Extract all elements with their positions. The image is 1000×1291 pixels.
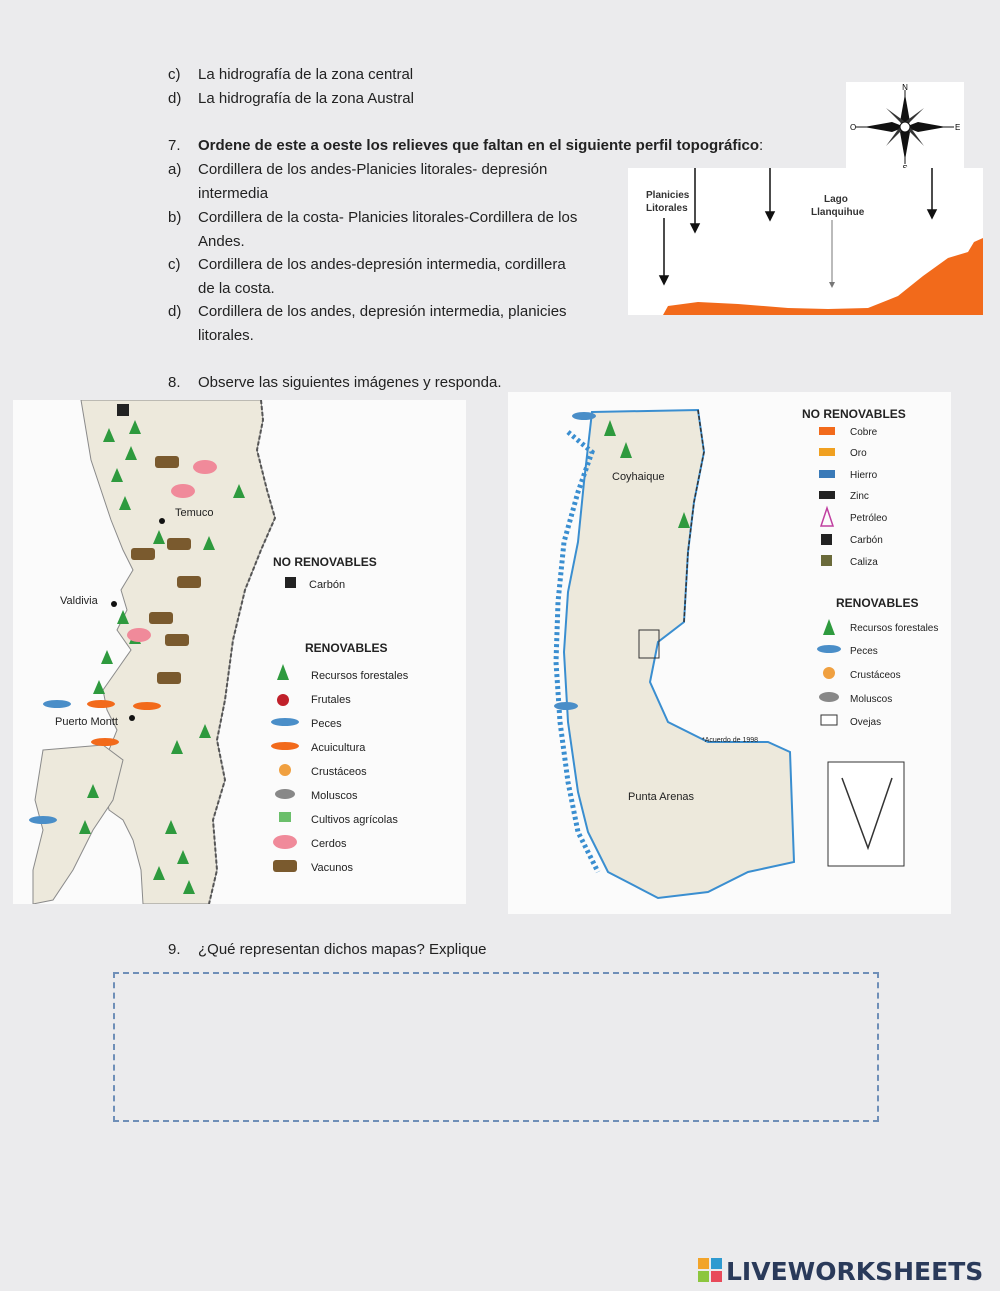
map-aysen-magallanes bbox=[508, 392, 951, 914]
map2-renovable-2: Crustáceos bbox=[850, 670, 901, 681]
liveworksheets-logo bbox=[696, 1254, 983, 1288]
option-label: a) bbox=[168, 161, 182, 178]
map1-renovables-title: RENOVABLES bbox=[305, 641, 388, 655]
option-label: d) bbox=[168, 303, 182, 320]
map2-renovable-3: Moluscos bbox=[850, 694, 893, 705]
option-text-cont: Andes. bbox=[198, 233, 245, 250]
profile-label-litorales: Litorales bbox=[646, 203, 688, 214]
profile-label-planicies: Planicies bbox=[646, 190, 690, 201]
map2-no-renovable-0: Cobre bbox=[850, 427, 878, 438]
map2-no-renovables-title: NO RENOVABLES bbox=[802, 407, 906, 421]
option-label: c) bbox=[168, 256, 181, 273]
city-punta-arenas: Punta Arenas bbox=[628, 791, 695, 803]
map2-note: *Acuerdo de 1998 bbox=[702, 737, 759, 744]
option-text: Cordillera de los andes, depresión intermedia, planicies bbox=[198, 303, 567, 320]
map1-renovable-3: Acuicultura bbox=[311, 742, 366, 754]
question-colon: : bbox=[759, 137, 764, 154]
question-number: 8. bbox=[168, 374, 181, 391]
map1-renovable-5: Moluscos bbox=[311, 790, 358, 802]
map1-no-renovables-title: NO RENOVABLES bbox=[273, 555, 377, 569]
question-number: 9. bbox=[168, 941, 181, 958]
map1-renovable-6: Cultivos agrícolas bbox=[311, 814, 398, 826]
compass-e: E bbox=[955, 123, 961, 132]
topographic-profile bbox=[628, 168, 983, 315]
map1-renovable-7: Cerdos bbox=[311, 838, 347, 850]
map2-no-renovable-2: Hierro bbox=[850, 470, 878, 481]
city-coyhaique: Coyhaique bbox=[612, 471, 665, 483]
map2-no-renovable-6: Caliza bbox=[850, 557, 878, 568]
map1-renovable-0: Recursos forestales bbox=[311, 670, 409, 682]
option-text: Cordillera de los andes-depresión intermedia, cordillera bbox=[198, 256, 566, 273]
map1-renovable-8: Vacunos bbox=[311, 862, 353, 874]
city-valdivia: Valdivia bbox=[60, 595, 98, 607]
city-temuco: Temuco bbox=[175, 507, 214, 519]
item-text: La hidrografía de la zona central bbox=[198, 66, 414, 83]
compass-rose bbox=[846, 82, 964, 172]
answer-textbox[interactable] bbox=[113, 972, 879, 1122]
map1-renovable-4: Crustáceos bbox=[311, 766, 367, 778]
option-text: Cordillera de la costa- Planicies litorales-Cordillera de los bbox=[198, 209, 578, 226]
map2-no-renovable-3: Zinc bbox=[850, 491, 869, 502]
option-text: Cordillera de los andes-Planicies litorales- depresión bbox=[198, 161, 548, 178]
map2-no-renovable-1: Oro bbox=[850, 448, 867, 459]
map2-no-renovable-4: Petróleo bbox=[850, 513, 888, 524]
question-text: Ordene de este a oeste los relieves que faltan en el siguiente perfil topográfico bbox=[198, 137, 759, 154]
option-text-cont: de la costa. bbox=[198, 280, 275, 297]
map2-renovable-0: Recursos forestales bbox=[850, 623, 939, 634]
compass-o: O bbox=[850, 123, 857, 132]
map2-renovables-title: RENOVABLES bbox=[836, 596, 919, 610]
map1-renovable-2: Peces bbox=[311, 718, 342, 730]
map2-no-renovable-5: Carbón bbox=[850, 535, 883, 546]
item-text: La hidrografía de la zona Austral bbox=[198, 90, 414, 107]
map1-renovable-1: Frutales bbox=[311, 694, 351, 706]
logo-text: LIVEWORKSHEETS bbox=[726, 1256, 984, 1286]
city-puerto-montt: Puerto Montt bbox=[55, 716, 118, 728]
option-label: b) bbox=[168, 209, 182, 226]
question-text: ¿Qué representan dichos mapas? Explique bbox=[198, 941, 487, 958]
profile-label-lago: Lago bbox=[824, 194, 848, 205]
item-label: c) bbox=[168, 66, 181, 83]
profile-label-llanquihue: Llanquihue bbox=[811, 207, 865, 218]
compass-n: N bbox=[902, 83, 908, 92]
liveworksheets-logo-icon bbox=[696, 1256, 726, 1286]
question-number: 7. bbox=[168, 137, 181, 154]
option-text-cont: intermedia bbox=[198, 185, 269, 202]
map2-renovable-1: Peces bbox=[850, 646, 878, 657]
map2-renovable-4: Ovejas bbox=[850, 717, 882, 728]
map-araucania-los-lagos bbox=[13, 400, 466, 904]
option-text-cont: litorales. bbox=[198, 327, 254, 344]
map1-no-renovable-0: Carbón bbox=[309, 579, 346, 591]
question-text: Observe las siguientes imágenes y responda. bbox=[198, 374, 502, 391]
item-label: d) bbox=[168, 90, 182, 107]
